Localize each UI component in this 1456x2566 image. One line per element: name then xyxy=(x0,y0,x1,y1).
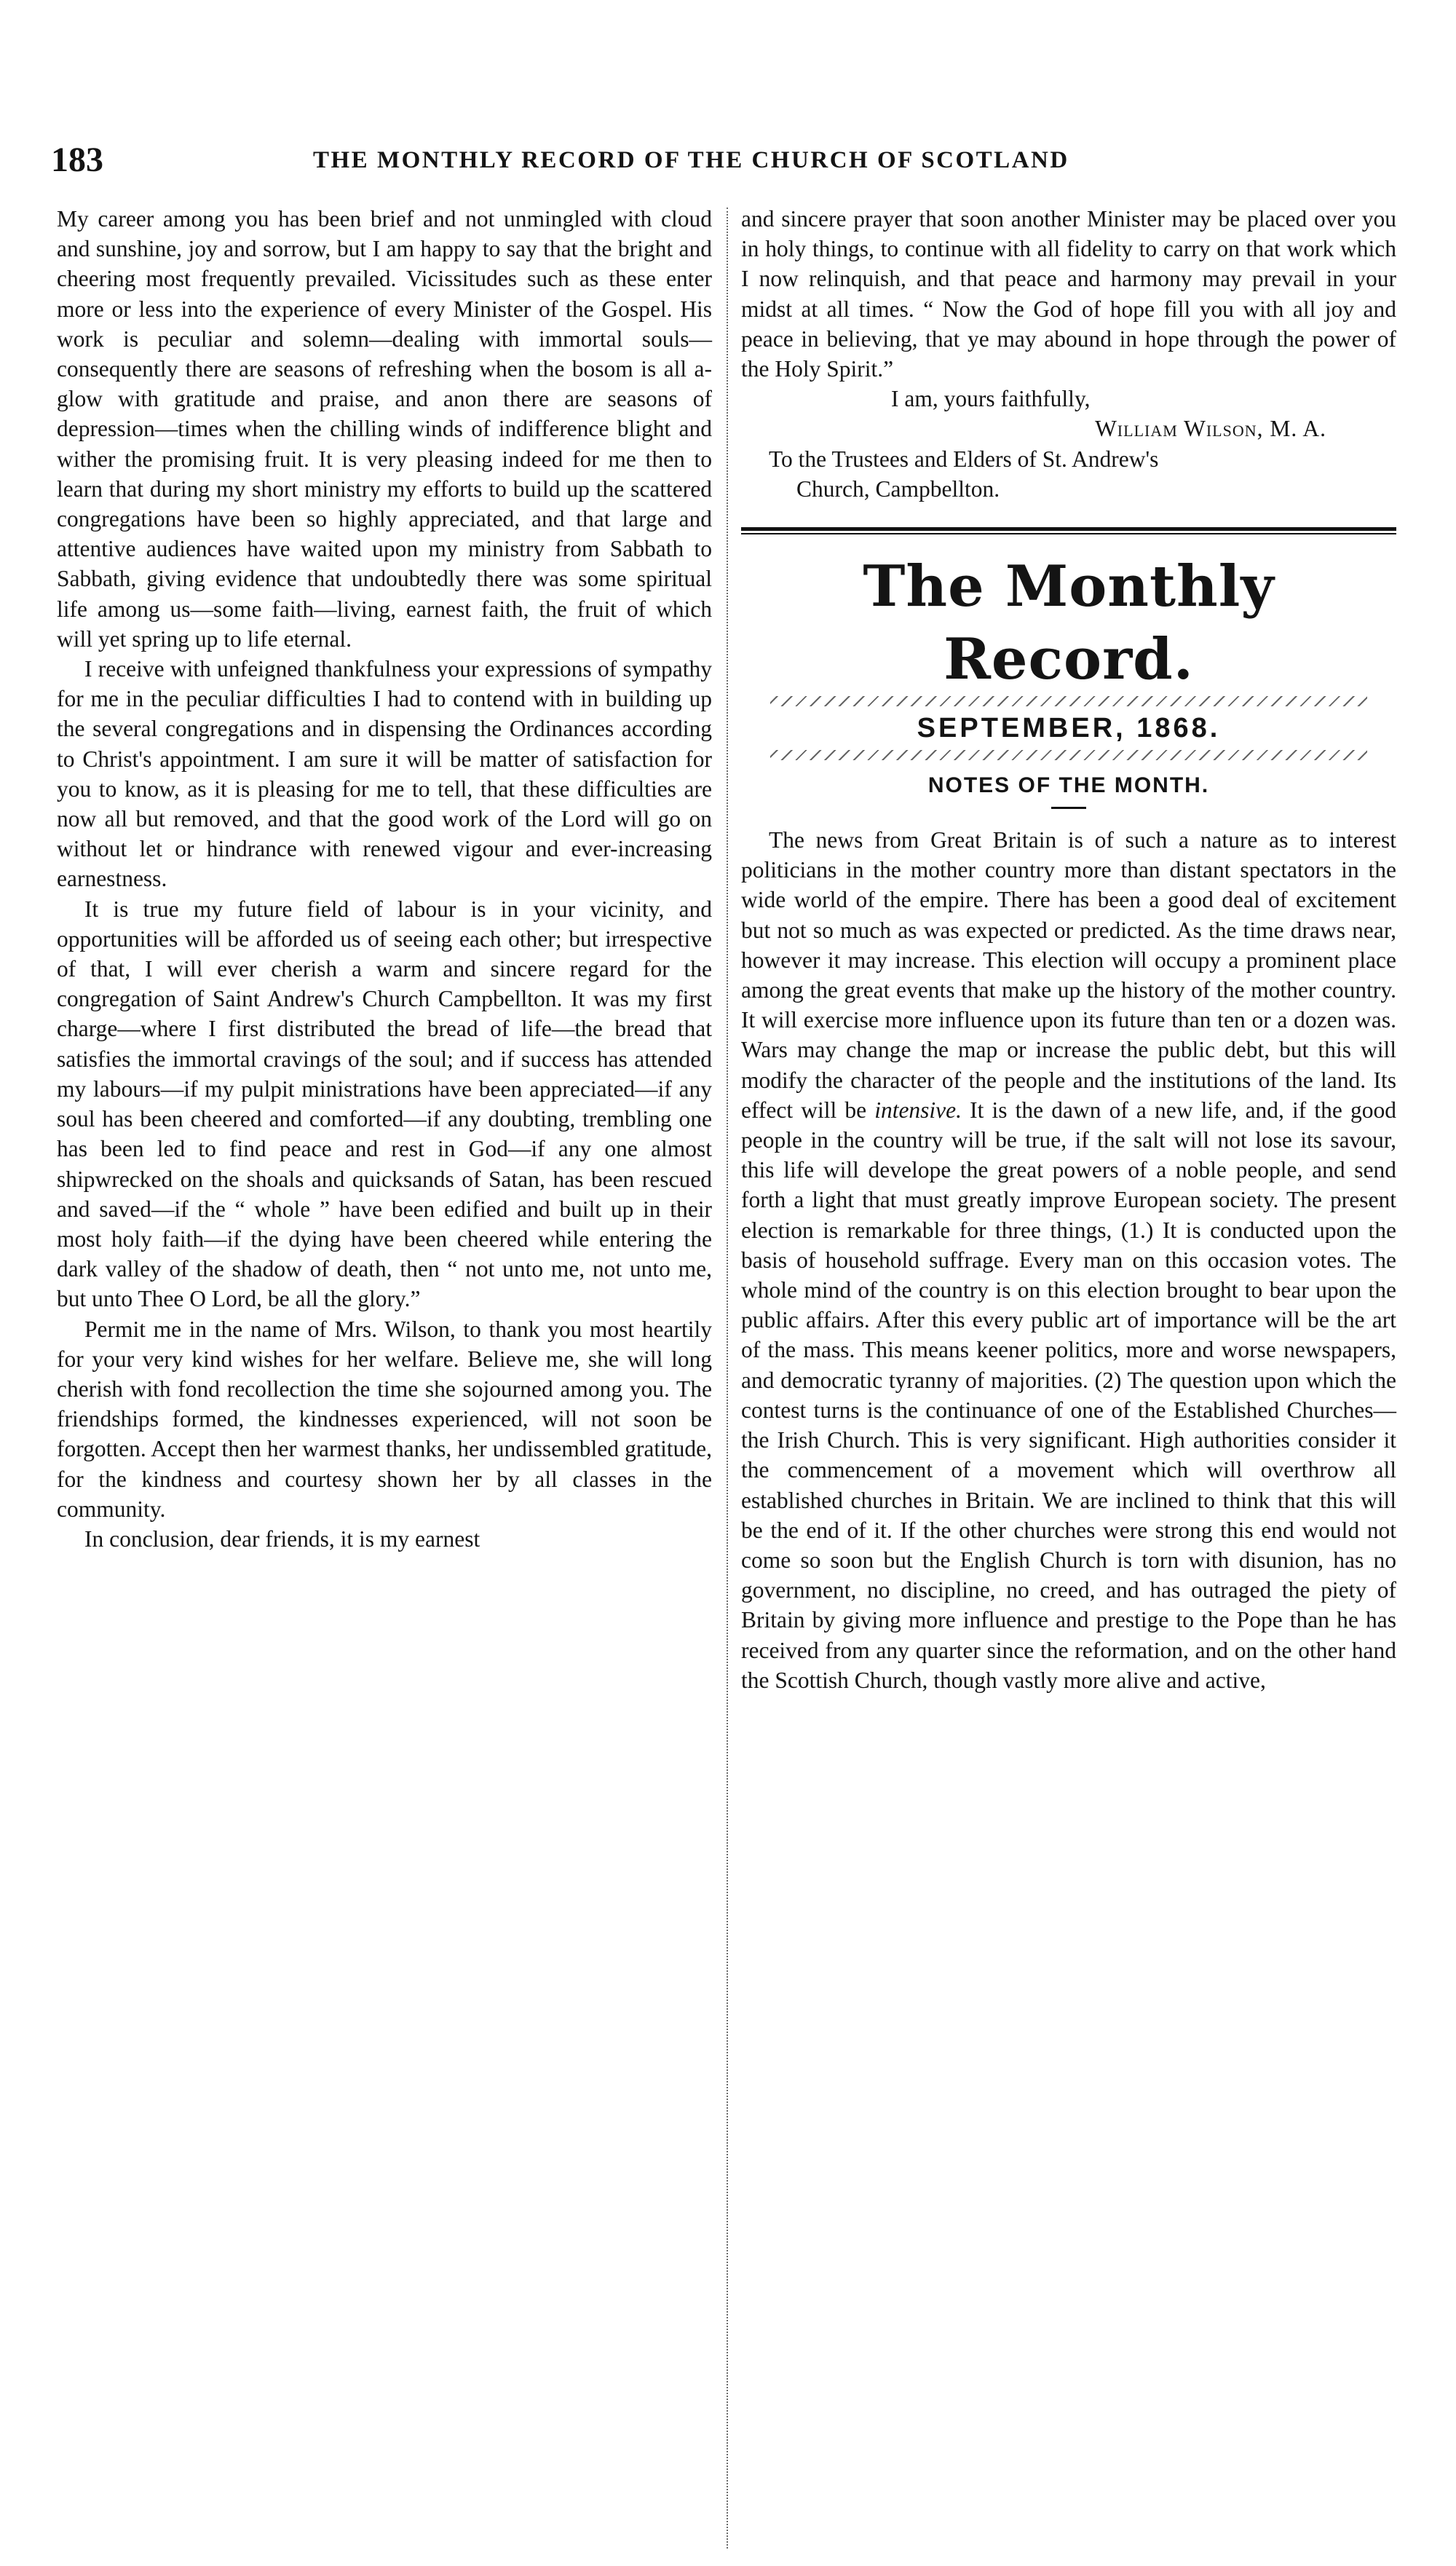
notes-text-part-2: It is the dawn of a new life, and, if the good people in the country will be true, if the salt will not lose its savour, this life will develope the great powers of a noble people, and send forth a light that must greatly improve European society. The present election is remarkable for three things, (1.) It is conducted upon the basis of household suffrage. Every man on this occasion votes. The whole mind of the country is on this election brought to bear upon the public affairs. After this every public art of importance will be the art of the mass. This means keener politics, more and worse newspapers, and democratic tyranny of majorities. (2) The question upon which the contest turns is the continuance of one of the Established Churches—the Irish Church. This is very significant. High authorities consider it the commencement of a movement which will overthrow all established churches in Britain. We are inclined to think that this will be the end of it. If the other churches were strong this end would not come so soon but the English Church is torn with disunion, has no government, no discipline, no creed, and has outraged the piety of Britain by giving more influence and prestige to the Pope than he has received from any quarter since the reformation, and on the other hand the Scottish Church, though vastly more alive and active, xyxy=(741,1097,1396,1693)
section-heading: NOTES OF THE MONTH. xyxy=(927,773,1210,798)
notes-text-part-1: The news from Great Britain is of such a nature as to interest politicians in the mother country more than distant spectators in the wide world of the empire. There has been a good deal of excitement but not so much as was expected or predicted. As the time draws near, however it may increase. This election will occupy a prominent place among the great events that make up the history of the mother country. It will exercise more influence upon its future than ten or a dozen was. Wars may change the map or increase the public debt, but this will modify the character of the people and the institutions of the land. Its effect will be xyxy=(741,827,1396,1123)
running-head xyxy=(51,140,1405,183)
running-title: THE MONTHLY RECORD OF THE CHURCH OF SCOTLAND xyxy=(313,147,1069,173)
letter-address-line-2: Church, Campbellton. xyxy=(796,475,1000,502)
left-paragraph-5: In conclusion, dear friends, it is my earnest xyxy=(84,1525,480,1552)
column-divider xyxy=(727,208,728,2549)
wavy-rule-bottom xyxy=(770,750,1367,760)
right-paragraph-1: and sincere prayer that soon another Minister may be placed over you in holy things, to continue with all fidelity to carry on that work which I now relinquish, and that peace and harmony may prevail in your midst at all times. “ Now the God of hope fill you with all joy and peace in believing, that ye may abound in hope through the power of the Holy Spirit.” xyxy=(741,206,1396,382)
left-paragraph-4: Permit me in the name of Mrs. Wilson, to thank you most heartily for your very kind wishes for her welfare. Believe me, she will long cherish with fond recollection the time she sojourned among you. The friendships formed, the kindnesses experienced, will not soon be forgotten. Accept then her warmest thanks, her undissembled gratitude, for the kindness and courtesy shown her by all classes in the community. xyxy=(57,1316,712,1522)
section-rule-thick xyxy=(741,527,1396,531)
letter-address-line-1: To the Trustees and Elders of St. Andrew's xyxy=(769,446,1159,472)
notes-italic-word: intensive. xyxy=(874,1097,962,1123)
heading-short-rule xyxy=(1051,807,1086,809)
page-number: 183 xyxy=(51,141,103,179)
section-rule-thin xyxy=(741,533,1396,534)
letter-signature: William Wilson, M. A. xyxy=(1095,416,1326,442)
dateline: SEPTEMBER, 1868. xyxy=(917,713,1221,744)
left-paragraph-3: It is true my future field of labour is in your vicinity, and opportunities will be afforded us of seeing each other; but irrespective of that, I will ever cherish a warm and sincere regard for the congregation of Saint Andrew's Church Campbellton. It was my first charge—where I first distributed the bread of life—the bread that satisfies the immortal cravings of the soul; and if success has attended my labours—if my pulpit ministrations have been appreciated—if any soul has been cheered and comforted—if any doubting, trembling one has been led to find peace and rest in God—if any one almost shipwrecked on the shoals and quicksands of Satan, has been rescued and saved—if the “ whole ” have been edified and built up in their most holy faith—if the dying have been cheered while entering the dark valley of the shadow of death, then “ not unto me, not unto me, but unto Thee O Lord, be all the glory.” xyxy=(57,896,712,1312)
notes-paragraph-1 xyxy=(741,825,1396,1695)
letter-closing: I am, yours faithfully, xyxy=(891,386,1091,412)
masthead-title: The Monthly Record. xyxy=(863,553,1275,693)
left-column xyxy=(57,204,712,1554)
wavy-rule-top xyxy=(770,696,1367,706)
left-paragraph-2: I receive with unfeigned thankfulness your expressions of sympathy for me in the peculiar difficulties I had to contend with in building up the several congregations and in dispensing the Ordinances according to Christ's appointment. I am sure it will be matter of satisfaction for you to know, as it is pleasing for me to tell, that these difficulties are now all but removed, and that the good work of the Lord will go on without let or hindrance with renewed vigour and ever-increasing earnestness. xyxy=(57,656,712,892)
left-paragraph-1: My career among you has been brief and not unmingled with cloud and sunshine, joy and sorrow, but I am happy to say that the bright and cheering most frequently prevailed. Vicissitudes such as these enter more or less into the experience of every Minister of the Gospel. His work is peculiar and solemn—dealing with immortal souls—consequently there are seasons of refreshing when the bosom is all a-glow with gratitude and praise, and anon there are seasons of depression—times when the chilling winds of indifference blight and wither the promising fruit. It is very pleasing indeed for me then to learn that during my short ministry my efforts to build up the scattered congregations have been so highly appreciated, and that large and attentive audiences have waited upon my ministry from Sabbath to Sabbath, giving evidence that undoubtedly there was some spiritual life among us—some faith—living, earnest faith, the fruit of which will yet spring up to life eternal. xyxy=(57,206,712,652)
right-column xyxy=(741,204,1396,1695)
